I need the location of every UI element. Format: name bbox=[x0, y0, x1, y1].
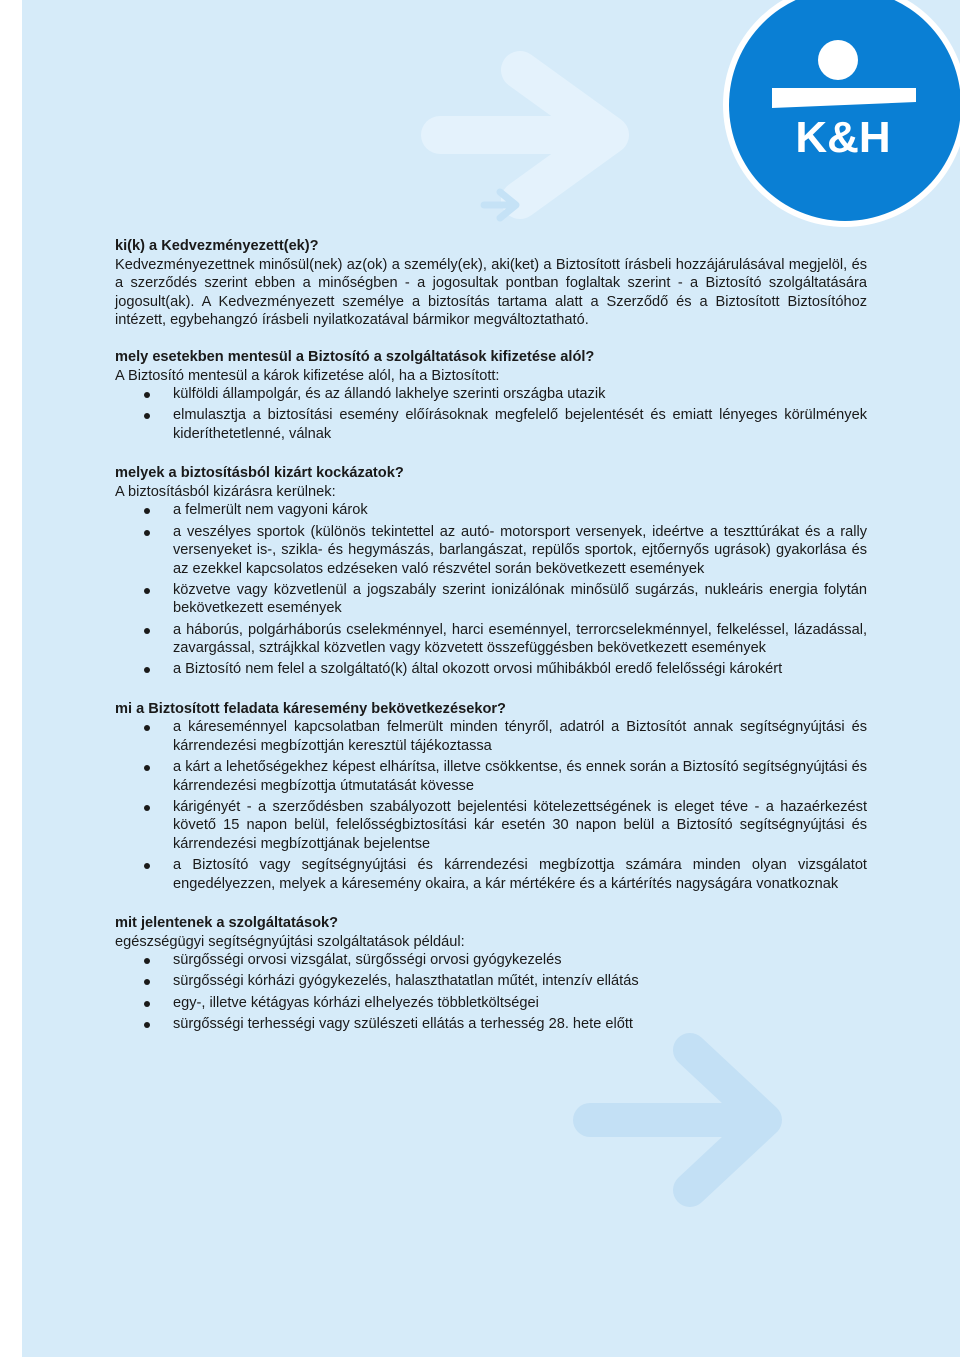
list-item: egy-, illetve kétágyas kórházi elhelyezés többletköltségei bbox=[115, 994, 867, 1013]
list-item: közvetve vagy közvetlenül a jogszabály szerint ionizálónak minősülő sugárzás, nukleáris energia folytán bekövetkezett események bbox=[115, 581, 867, 618]
section-beneficiary bbox=[115, 237, 867, 330]
paragraph-text: Kedvezményezettnek minősül(nek) az(ok) a személy(ek), aki(ket) a Biztosított írásbeli hozzájárulásával megjelöl, és a szerződés szerint ebben a minőségben - a jogosultak pontban foglaltak szerint - a Biztosító szolgáltatására jogosult(ak). bbox=[115, 256, 867, 310]
list-item: a Biztosító nem felel a szolgáltató(k) által okozott orvosi műhibákból eredő felelősségi károkért bbox=[115, 660, 867, 679]
bullet-icon bbox=[144, 413, 150, 419]
list-item: sürgősségi kórházi gyógykezelés, halaszthatatlan műtét, intenzív ellátás bbox=[115, 972, 867, 991]
section-intro: A biztosításból kizárásra kerülnek: bbox=[115, 483, 336, 500]
list-item: a felmerült nem vagyoni károk bbox=[115, 501, 867, 520]
bullet-icon bbox=[144, 979, 150, 985]
list-item: kárigényét - a szerződésben szabályozott bejelentési kötelezettségének is eleget téve - a hazaérkezést követő 15 napon belül, felelősségbiztosítási kár esetén 30 napon belül a Biztosító segítségnyújtási és kárrendezési megbízottjának bejelentse bbox=[115, 798, 867, 854]
bullet-icon bbox=[144, 628, 150, 634]
list-item: a háborús, polgárháborús cselekménnyel, harci eseménnyel, terrorcselekménnyel, felkeléssel, lázadással, zavargással, sztrájkkal közvetlen vagy közvetett összefüggésben bekövetkezett események bbox=[115, 621, 867, 658]
logo-text: K&H bbox=[795, 113, 891, 162]
arrow-right-icon bbox=[590, 1050, 765, 1190]
bullet-icon bbox=[144, 392, 150, 398]
list-item: külföldi állampolgár, és az állandó lakhelye szerinti országba utazik bbox=[115, 385, 867, 404]
bullet-icon bbox=[144, 765, 150, 771]
bullet-icon bbox=[144, 1001, 150, 1007]
bullet-icon bbox=[144, 805, 150, 811]
bullet-icon bbox=[144, 863, 150, 869]
bullet-icon bbox=[144, 508, 150, 514]
section-exclusions bbox=[115, 464, 867, 679]
paragraph bbox=[115, 256, 867, 330]
document-body bbox=[115, 237, 867, 1036]
list-item: sürgősségi terhességi vagy szülészeti ellátás a terhesség 28. hete előtt bbox=[115, 1015, 867, 1034]
section-title: ki(k) a Kedvezményezett(ek)? bbox=[115, 238, 319, 254]
list-item: sürgősségi orvosi vizsgálat, sürgősségi orvosi gyógykezelés bbox=[115, 951, 867, 970]
bullet-list bbox=[115, 385, 867, 443]
section-intro: egészségügyi segítségnyújtási szolgáltatások például: bbox=[115, 933, 465, 950]
bullet-icon bbox=[144, 667, 150, 673]
list-item: elmulasztja a biztosítási esemény előírásoknak megfelelő bejelentését és emiatt lényeges körülmények kideríthetetlenné, válnak bbox=[115, 406, 867, 443]
list-item: a kárt a lehetőségekhez képest elhárítsa, illetve csökkentse, és ennek során a Biztosító segítségnyújtási és kárrendezési megbízottja útmutatását kövesse bbox=[115, 758, 867, 795]
bullet-icon bbox=[144, 725, 150, 731]
section-title: mi a Biztosított feladata káresemény bekövetkezésekor? bbox=[115, 700, 506, 717]
bullet-icon bbox=[144, 958, 150, 964]
section-title: mely esetekben mentesül a Biztosító a szolgáltatások kifizetése alól? bbox=[115, 348, 595, 365]
section-duties bbox=[115, 700, 867, 894]
list-item: a veszélyes sportok (különös tekintettel az autó- motorsport versenyek, ideértve a teszttúrákat és a rally versenyeket is-, szikla- és hegymászás, barlangászat, repülős sportok, ejtőernyős ugrások) gyakorlása és az ezekkel kapcsolatos edzéseken való részvétel során bekövetkezett események bbox=[115, 523, 867, 579]
bullet-icon bbox=[144, 530, 150, 536]
bullet-list bbox=[115, 718, 867, 893]
paragraph-text: A Kedvezményezett személye a biztosítás tartama alatt a Szerződő és a Biztosított Biztosítóhoz intézett, egybehangzó írásbeli nyilatkozatával bármikor megváltoztatható. bbox=[115, 293, 867, 329]
list-item: a káreseménnyel kapcsolatban felmerült minden tényről, adatról a Biztosítót annak segítségnyújtási és kárrendezési megbízottján keresztül tájékoztassa bbox=[115, 718, 867, 755]
bullet-icon bbox=[144, 588, 150, 594]
bullet-list bbox=[115, 501, 867, 679]
section-exemption bbox=[115, 348, 867, 444]
section-intro: A Biztosító mentesül a károk kifizetése alól, ha a Biztosított: bbox=[115, 367, 500, 384]
kh-logo bbox=[0, 0, 960, 240]
section-title: melyek a biztosításból kizárt kockázatok? bbox=[115, 465, 404, 482]
bullet-icon bbox=[144, 1022, 150, 1028]
section-services bbox=[115, 914, 867, 1033]
bullet-list bbox=[115, 951, 867, 1033]
section-title: mit jelentenek a szolgáltatások? bbox=[115, 914, 339, 931]
list-item: a Biztosító vagy segítségnyújtási és kárrendezési megbízottja számára minden olyan vizsgálatot engedélyezzen, melyek a káresemény okaira, a kár mértékére és a kártérítés nagyságára vonatkoznak bbox=[115, 856, 867, 893]
